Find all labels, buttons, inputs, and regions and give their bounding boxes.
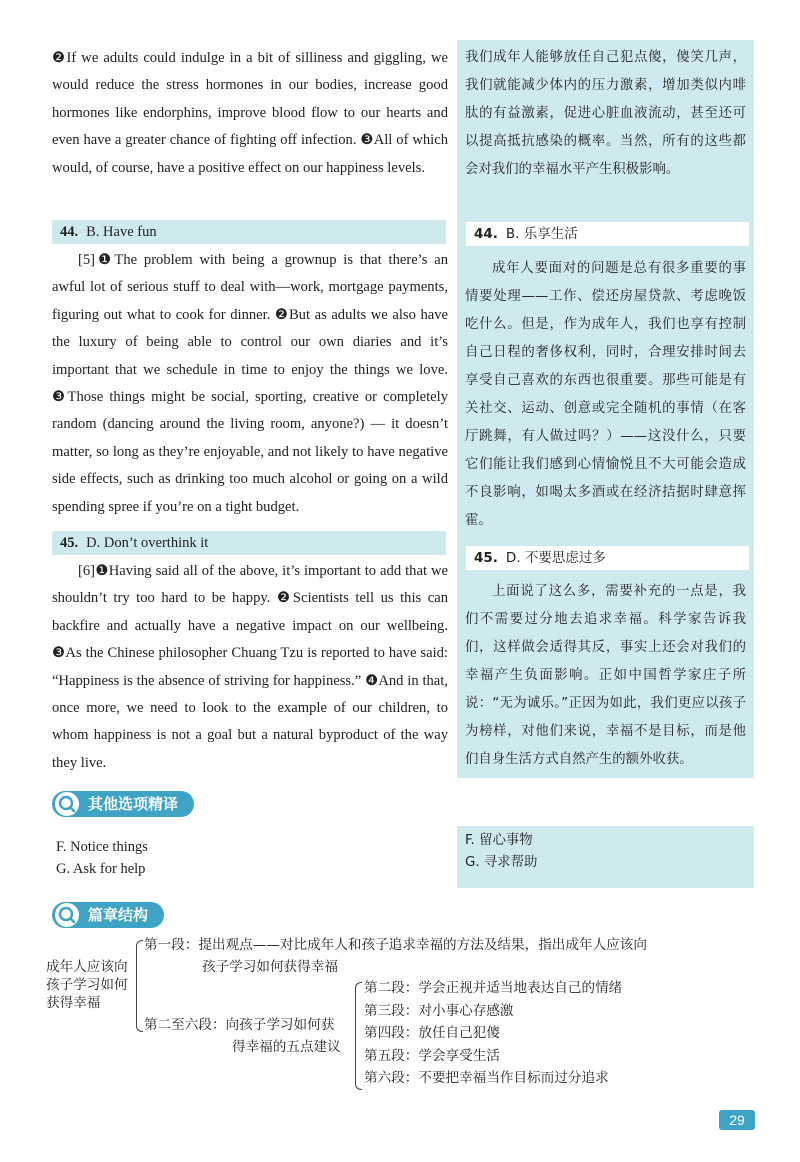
answer-45-header bbox=[52, 531, 446, 555]
paragraph-text: [5]❶The problem with being a grownup is that there’s an awful lot of serious stuff to deal with—work, mortgage payments, figuring out what to cook for dinner. ❷But as adults we also have the luxury of being able to control our own diaries and it’s important that we schedule in time to enjoy the things we love. ❸Those things might be social, sporting, creative or completely random (dancing around the living room, anyone?) — it doesn’t matter, so long as they’re enjoyable, and not likely to have negative side effects, such as drinking too much alcohol or going on a wild spending spree if you’re on a tight budget. bbox=[52, 252, 448, 515]
answer-44-header bbox=[52, 220, 446, 244]
branch-line: 得幸福的五点建议 bbox=[232, 1039, 341, 1055]
root-line: 孩子学习如何 bbox=[46, 977, 128, 993]
question-number: 45. bbox=[60, 535, 79, 551]
heading-text: 篇章结构 bbox=[88, 906, 149, 924]
sub-item: 第二段：学会正视并适当地表达自己的情绪 bbox=[364, 980, 623, 996]
sub-item: 第五段：学会享受生活 bbox=[364, 1047, 500, 1064]
option-item: G. Ask for help bbox=[56, 861, 146, 877]
paragraph-text: ❷If we adults could indulge in a bit of silliness and giggling, we would reduce the stress hormones in our bodies, increase good hormones like endorphins, improve blood flow to our hearts and even have a greater chance of fighting off infection. ❸All of which would, of course, have a positive effect on our happiness levels. bbox=[52, 50, 448, 176]
answer-44-header-chinese bbox=[466, 222, 749, 246]
paragraph-6-english bbox=[52, 558, 448, 777]
magnifier-icon bbox=[52, 902, 80, 928]
magnifier-icon bbox=[52, 791, 80, 817]
root-line: 成年人应该向 bbox=[46, 959, 128, 975]
branch-line: 第二至六段：向孩子学习如何获 bbox=[144, 1017, 335, 1033]
sub-item: 第三段：对小事心存感激 bbox=[364, 1002, 514, 1019]
paragraph-5-chinese bbox=[457, 255, 754, 535]
branch-line: 第一段：提出观点——对比成年人和孩子追求幸福的方法及结果，指出成年人应该向 bbox=[144, 937, 647, 953]
answer-text: D. 不要思虑过多 bbox=[505, 550, 606, 566]
sub-bracket bbox=[355, 982, 362, 1090]
structure-branch-1 bbox=[144, 934, 647, 978]
answer-text: B. 乐享生活 bbox=[505, 226, 578, 242]
other-options-heading bbox=[52, 791, 194, 817]
paragraph-4-chinese-panel bbox=[457, 40, 754, 216]
heading-text: 其他选项精译 bbox=[88, 795, 179, 813]
other-options-chinese bbox=[457, 826, 754, 888]
root-line: 获得幸福 bbox=[46, 995, 101, 1011]
answer-text: B. Have fun bbox=[86, 224, 157, 240]
structure-branch-2 bbox=[144, 1014, 341, 1058]
paragraph-text: 成年人要面对的问题是总有很多重要的事情要处理——工作、偿还房屋贷款、考虑晚饭吃什么。但是，作为成年人，我们也享有控制自己日程的奢侈权利，同时，合理安排时间去享受自己喜欢的东西也很重要。那些可能是有关社交、运动、创意或完全随机的事情（在客厅跳舞，有人做过吗？）——这没什么，只要它们能让我们感到心情愉悦且不大可能会造成不良影响，如喝太多酒或在经济拮据时肆意挥霍。 bbox=[465, 261, 746, 528]
page-number: 29 bbox=[719, 1110, 755, 1130]
question-number: 44. bbox=[60, 224, 79, 240]
other-options-english bbox=[56, 836, 148, 880]
paragraph-6-chinese bbox=[457, 578, 754, 774]
structure-heading bbox=[52, 902, 164, 928]
answer-45-header-chinese bbox=[466, 546, 749, 570]
sub-item: 第四段：放任自己犯傻 bbox=[364, 1025, 500, 1042]
root-bracket bbox=[136, 940, 143, 1032]
option-item: F. 留心事物 bbox=[465, 833, 533, 848]
question-number: 45. bbox=[474, 550, 498, 566]
structure-sub-items bbox=[364, 977, 622, 1090]
option-item: G. 寻求帮助 bbox=[465, 855, 538, 870]
paragraph-text: 我们成年人能够放任自己犯点傻，傻笑几声，我们就能减少体内的压力激素，增加类似内啡肽的有益激素，促进心脏血液流动，甚至还可以提高抵抗感染的概率。当然，所有的这些都会对我们的幸福水平产生积极影响。 bbox=[465, 50, 746, 177]
sub-item: 第六段：不要把幸福当作目标而过分追求 bbox=[364, 1070, 609, 1087]
structure-root bbox=[46, 958, 128, 1012]
option-item: F. Notice things bbox=[56, 839, 148, 855]
paragraph-4-english bbox=[52, 45, 448, 182]
answer-text: D. Don’t overthink it bbox=[86, 535, 209, 551]
branch-line: 孩子学习如何获得幸福 bbox=[202, 959, 338, 975]
paragraph-5-english bbox=[52, 247, 448, 521]
question-number: 44. bbox=[474, 226, 498, 242]
paragraph-text: [6]❶Having said all of the above, it’s important to add that we shouldn’t try too hard to be happy. ❷Scientists tell us this can backfire and actually have a negative impact on our wellbeing. ❸As the Chinese philosopher Chuang Tzu is reported to have said: “Happiness is the absence of striving for happiness.” ❹And in that, once more, we need to look to the example of our children, to whom happiness is not a goal but a natural byproduct of the way they live. bbox=[52, 563, 448, 771]
paragraph-text: 上面说了这么多，需要补充的一点是，我们不需要过分地去追求幸福。科学家告诉我们，这样做会适得其反，事实上还会对我们的幸福产生负面影响。正如中国哲学家庄子所说：“无为诚乐。”正因为如此，我们更应以孩子为榜样，对他们来说，幸福不是目标，而是他们自身生活方式自然产生的额外收获。 bbox=[465, 584, 746, 767]
